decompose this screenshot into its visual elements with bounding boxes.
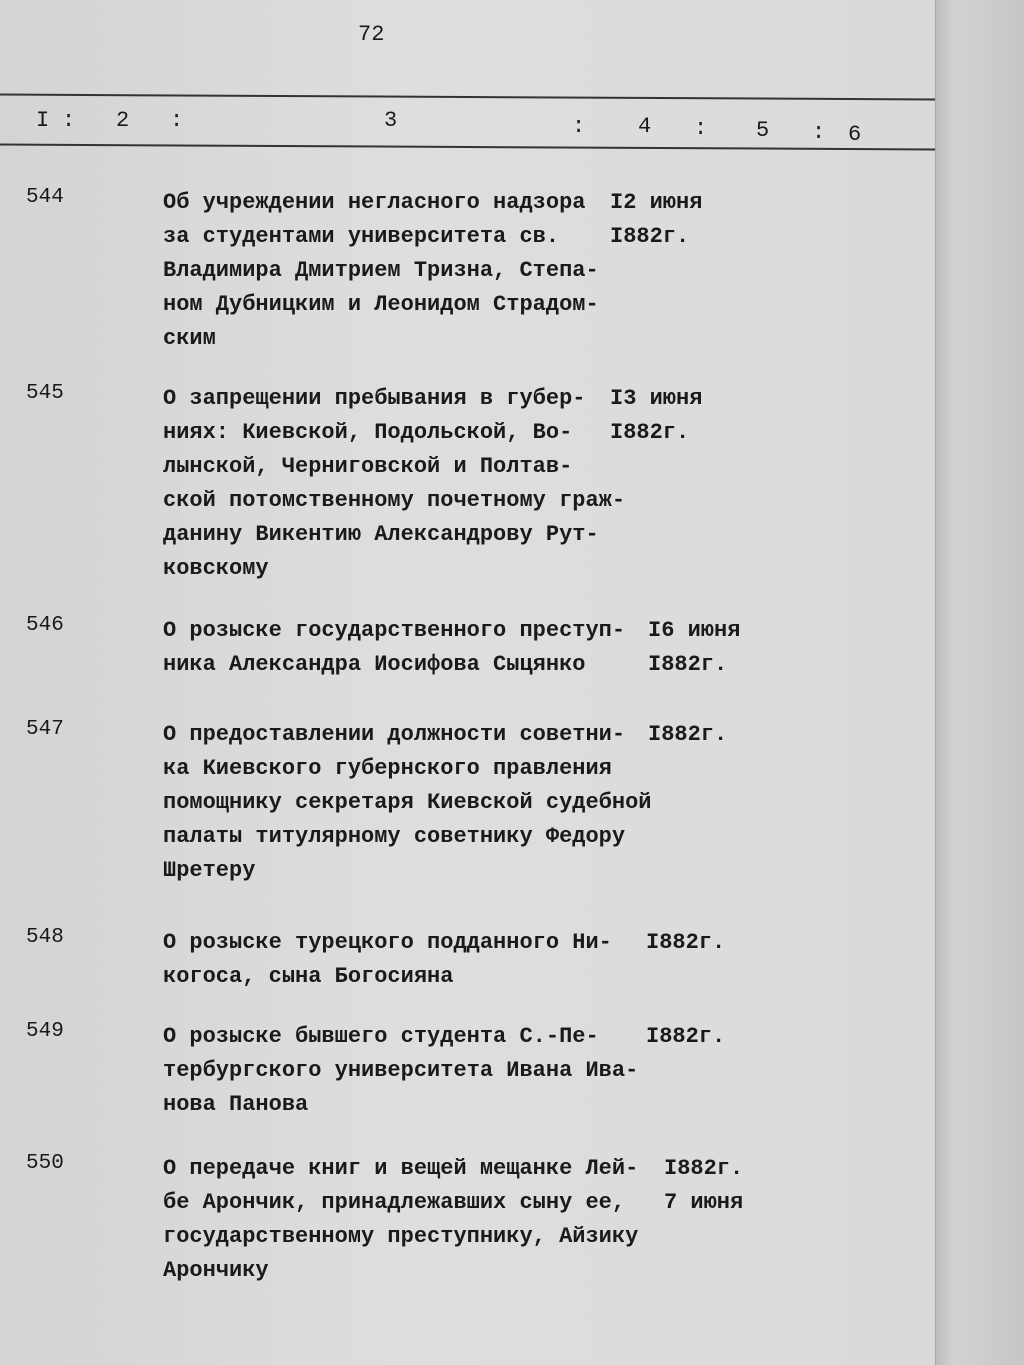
entry-title-line: данину Викентию Александрову Рут- [163, 522, 599, 547]
entry-date-line: I6 июня [648, 618, 741, 643]
entry-number: 549 [26, 1020, 64, 1043]
entry-title [163, 382, 625, 586]
entry-title-line: О передаче книг и вещей мещанке Лей- [163, 1156, 639, 1181]
col-header: 6 [848, 122, 862, 147]
header-top-rule [0, 94, 935, 101]
entry-title-line: лынской, Черниговской и Полтав- [163, 454, 573, 479]
col-sep: : [572, 114, 586, 139]
entry-title-line: О розыске государственного преступ- [163, 618, 626, 643]
entry-title-line: Об учреждении негласного надзора [163, 190, 586, 215]
entry-title [163, 926, 612, 994]
entry-date [610, 382, 702, 450]
entry-date-line: I882г. [648, 722, 728, 747]
entry-date [664, 1152, 743, 1220]
entry-title-line: Шретеру [163, 858, 256, 883]
entry-number: 544 [26, 186, 64, 209]
entry-title-line: ниях: Киевской, Подольской, Во- [163, 420, 573, 445]
entry-date-line: I882г. [646, 930, 726, 955]
col-header: 3 [384, 108, 398, 133]
entry-date [610, 186, 702, 254]
col-header: 4 [638, 114, 652, 139]
entry-date-line: I2 июня [610, 190, 703, 215]
entry-title-line: ка Киевского губернского правления [163, 756, 612, 781]
header-bottom-rule [0, 144, 935, 151]
entry-title-line: нова Панова [163, 1092, 309, 1117]
col-sep: : [62, 108, 76, 133]
col-header: I [36, 108, 50, 133]
entry-number: 545 [26, 382, 64, 405]
entry-date [648, 718, 727, 752]
page-edge [935, 0, 1024, 1365]
entry-number: 550 [26, 1152, 64, 1175]
entry-title-line: бе Арончик, принадлежавших сыну ее, [163, 1190, 626, 1215]
entry-title-line: помощнику секретаря Киевской судебной [163, 790, 652, 815]
entry-title [163, 1152, 638, 1288]
entry-date-line: I882г. [664, 1156, 744, 1181]
entry-date-line: 7 июня [664, 1190, 744, 1215]
entry-title-line: государственному преступнику, Айзику [163, 1224, 639, 1249]
entry-date [648, 614, 740, 682]
entry-title-line: когоса, сына Богосияна [163, 964, 454, 989]
page-number: 72 [358, 22, 385, 47]
entry-title-line: ской потомственному почетному граж- [163, 488, 626, 513]
entry-title-line: за студентами университета св. [163, 224, 560, 249]
entry-date-line: I882г. [610, 224, 690, 249]
entry-title-line: тербургского университета Ивана Ива- [163, 1058, 639, 1083]
col-header: 5 [756, 118, 770, 143]
entry-title-line: ном Дубницким и Леонидом Страдом- [163, 292, 599, 317]
entry-date-line: I882г. [648, 652, 728, 677]
entry-number: 547 [26, 718, 64, 741]
col-sep: : [170, 108, 184, 133]
entry-date-line: I882г. [646, 1024, 726, 1049]
entry-title [163, 614, 625, 682]
entry-title-line: О запрещении пребывания в губер- [163, 386, 586, 411]
entry-title-line: ковскому [163, 556, 269, 581]
entry-title-line: палаты титулярному советнику Федору [163, 824, 626, 849]
entry-title [163, 718, 651, 888]
entry-title-line: Владимира Дмитрием Тризна, Степа- [163, 258, 599, 283]
entry-title-line: ника Александра Иосифова Сыцянко [163, 652, 586, 677]
col-header: 2 [116, 108, 130, 133]
entry-date [646, 1020, 725, 1054]
entry-date [646, 926, 725, 960]
entry-title [163, 186, 599, 356]
entry-date-line: I3 июня [610, 386, 703, 411]
entry-title [163, 1020, 638, 1122]
entry-title-line: ским [163, 326, 216, 351]
entry-number: 546 [26, 614, 64, 637]
entry-date-line: I882г. [610, 420, 690, 445]
entry-title-line: О предоставлении должности советни- [163, 722, 626, 747]
entry-number: 548 [26, 926, 64, 949]
col-sep: : [694, 116, 708, 141]
entry-title-line: О розыске турецкого подданного Ни- [163, 930, 612, 955]
entry-title-line: О розыске бывшего студента С.-Пе- [163, 1024, 599, 1049]
col-sep: : [812, 120, 826, 145]
entry-title-line: Арончику [163, 1258, 269, 1283]
